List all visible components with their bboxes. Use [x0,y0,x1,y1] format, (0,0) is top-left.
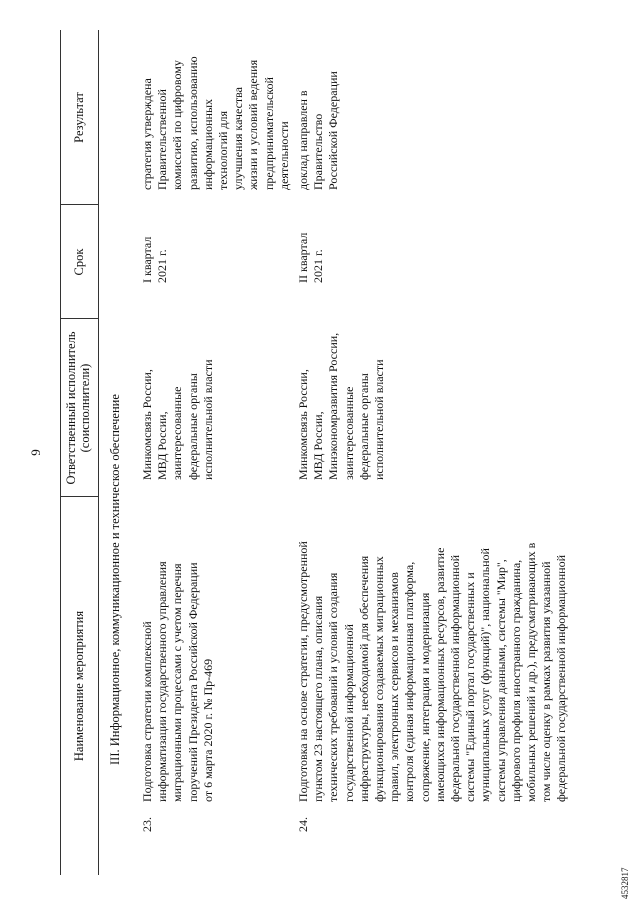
row-24-result-line: Российской Федерации [326,71,341,190]
row-24-name-line: правил, электронных сервисов и механизмов [387,572,402,802]
row-24-executor-line: Минэкономразвития России, [326,332,341,480]
row-24-name-line: сопряжение, интеграция и модернизация [417,592,432,802]
document-id: 4532817 [620,867,630,899]
row-24-name-line: системы "Единый портал государственных и [463,572,478,802]
row-24-name-line: пунктом 23 настоящего плана, описания [311,595,326,802]
row-23-executor [140,359,216,480]
row-24-number: 24. [296,817,310,832]
row-24-name-line: имеющихся информационных ресурсов, развитие [432,547,447,802]
table-header-bottom-border [98,30,99,875]
table-top-border [60,30,61,875]
row-23-deadline [140,237,170,283]
row-24-name-line: мобильных решений и др.), предусматривающих в [524,542,539,802]
row-24-name-line: муниципальных услуг (функций)", национальной [478,548,493,802]
row-23-result-line: стратегия утверждена [140,78,154,190]
row-24-name-line: том числе оценку в рамках развития указанной [539,561,554,802]
row-24-name-line: государственной информационной [341,624,356,802]
row-24-deadline [296,233,326,283]
row-23-executor-line: Минкомсвязь России, [140,369,154,480]
row-23-result-line: комиссией по цифровому [170,60,185,190]
row-23-result-line: жизни и условий ведения [246,59,261,190]
row-24-name-line: федеральной государственной информационной [448,554,463,802]
row-24-executor-line: исполнительной власти [372,359,387,480]
row-23-name-line: Подготовка стратегии комплексной [140,621,154,802]
row-23-executor-line: федеральные органы [185,373,200,480]
row-24-name-line: инфраструктуры, необходимой для обеспечения [356,555,371,802]
row-24-name-line: цифрового профиля иностранного гражданина, [508,559,523,802]
row-24-executor-line: Минкомсвязь России, [296,369,310,480]
row-23-result-line: развитию, использованию [185,56,200,190]
row-23-result [140,56,292,190]
row-23-name-line: информатизации государственного управления [155,561,170,802]
row-23-executor-line: МВД России, [155,411,170,480]
row-24-executor-line: заинтересованные [341,386,356,480]
row-24-executor-line: МВД России, [311,411,326,480]
row-23-name [140,561,216,802]
row-23-name-line: миграционными процессами с учетом перечня [170,563,185,802]
row-23-deadline-line: I квартал [140,236,154,283]
section-title: III. Информационное, коммуникационное и техническое обеспечение [108,394,122,765]
header-executor-line-2: (соисполнители) [78,363,92,453]
header-deadline: Срок [72,248,86,276]
row-24-name-line: функционирования создаваемых миграционных [372,556,387,802]
row-24-name [296,541,570,802]
row-24-name-line: контроля (единая информационная платформа, [402,561,417,802]
row-24-deadline-line: 2021 г. [311,249,326,283]
row-24-name-line: федеральной государственной информационной [554,554,569,802]
row-23-deadline-line: 2021 г. [155,249,170,283]
row-23-result-line: Правительственной [155,89,170,190]
row-23-number: 23. [140,817,154,832]
row-24-result-line: Правительство [311,113,326,190]
row-24-result [296,71,342,190]
row-23-result-line: технологий для [216,110,231,190]
row-23-result-line: улучшения качества [231,87,246,190]
header-executor-line-1: Ответственный исполнитель [64,331,78,485]
row-24-deadline-line: II квартал [296,232,310,283]
row-23-name-line: от 6 марта 2020 г. № Пр-469 [200,658,215,802]
header-result: Результат [72,92,86,143]
row-23-executor-line: исполнительной власти [200,359,215,480]
row-24-executor [296,333,387,480]
row-24-executor-line: федеральные органы [356,373,371,480]
row-23-result-line: предпринимательской [261,77,276,190]
row-23-result-line: деятельности [276,121,291,190]
row-23-name-line: поручений Президента Российской Федерации [185,562,200,802]
row-24-result-line: доклад направлен в [296,90,310,190]
row-24-name-line: Подготовка на основе стратегии, предусмотренной [296,541,310,802]
row-23-result-line: информационных [200,98,215,190]
row-24-name-line: технических требований и условий создания [326,572,341,802]
header-name: Наименование мероприятия [72,610,86,762]
row-24-name-line: системы управления данными, системы "Мир", [493,559,508,802]
page-number: 9 [28,449,43,456]
row-23-executor-line: заинтересованные [170,386,185,480]
header-executor [64,319,92,497]
